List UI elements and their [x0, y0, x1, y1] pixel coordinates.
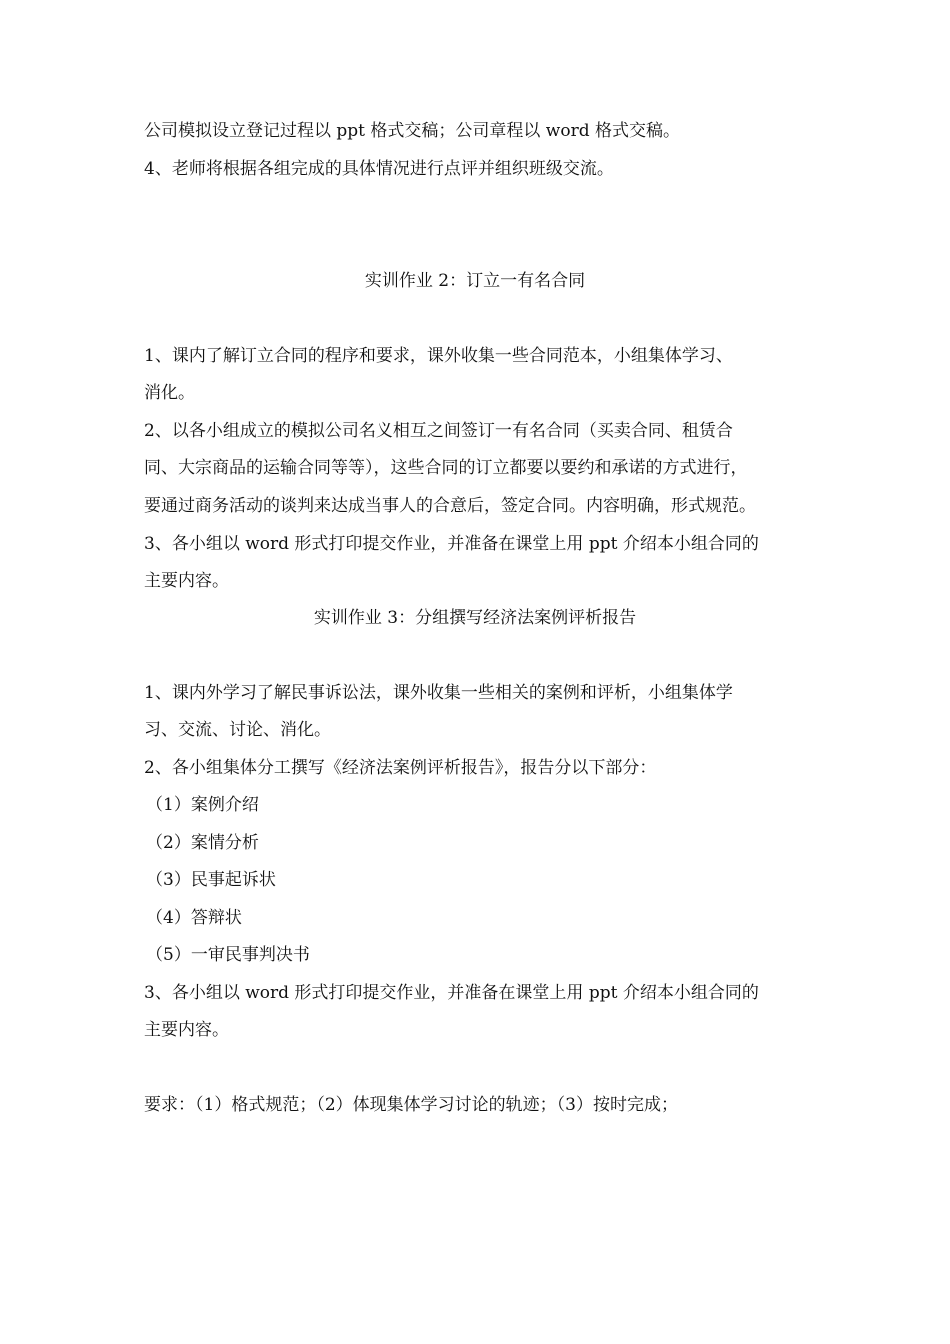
- paragraph-line: 主要内容。: [144, 571, 229, 591]
- paragraph-line: 2、以各小组成立的模拟公司名义相互之间签订一有名合同（买卖合同、租赁合: [144, 421, 733, 441]
- paragraph-line: 3、各小组以 word 形式打印提交作业，并准备在课堂上用 ppt 介绍本小组合同的: [144, 534, 759, 554]
- list-item: （1）案例介绍: [146, 795, 259, 815]
- paragraph-line: 1、课内了解订立合同的程序和要求，课外收集一些合同范本，小组集体学习、: [144, 346, 733, 366]
- list-item: （3）民事起诉状: [146, 870, 276, 890]
- paragraph-line: 习、交流、讨论、消化。: [144, 720, 331, 740]
- paragraph-line: 2、各小组集体分工撰写《经济法案例评析报告》，报告分以下部分：: [144, 758, 657, 778]
- paragraph-line: 公司模拟设立登记过程以 ppt 格式交稿；公司章程以 word 格式交稿。: [144, 121, 681, 141]
- section-heading: 实训作业 3：分组撰写经济法案例评析报告: [313, 608, 637, 628]
- list-item: （2）案情分析: [146, 833, 259, 853]
- list-item: （5）一审民事判决书: [146, 945, 310, 965]
- paragraph-line: 4、老师将根据各组完成的具体情况进行点评并组织班级交流。: [144, 159, 614, 179]
- paragraph-line: 3、各小组以 word 形式打印提交作业，并准备在课堂上用 ppt 介绍本小组合同的: [144, 983, 759, 1003]
- requirements-line: 要求：（1）格式规范；（2）体现集体学习讨论的轨迹；（3）按时完成；: [144, 1095, 678, 1115]
- paragraph-line: 1、课内外学习了解民事诉讼法，课外收集一些相关的案例和评析，小组集体学: [144, 683, 733, 703]
- section-heading: 实训作业 2：订立一有名合同: [364, 271, 586, 291]
- paragraph-line: 同、大宗商品的运输合同等等），这些合同的订立都要以要约和承诺的方式进行，: [144, 458, 748, 478]
- list-item: （4）答辩状: [146, 908, 242, 928]
- paragraph-line: 要通过商务活动的谈判来达成当事人的合意后，签定合同。内容明确，形式规范。: [144, 496, 756, 516]
- paragraph-line: 消化。: [144, 383, 195, 403]
- paragraph-line: 主要内容。: [144, 1020, 229, 1040]
